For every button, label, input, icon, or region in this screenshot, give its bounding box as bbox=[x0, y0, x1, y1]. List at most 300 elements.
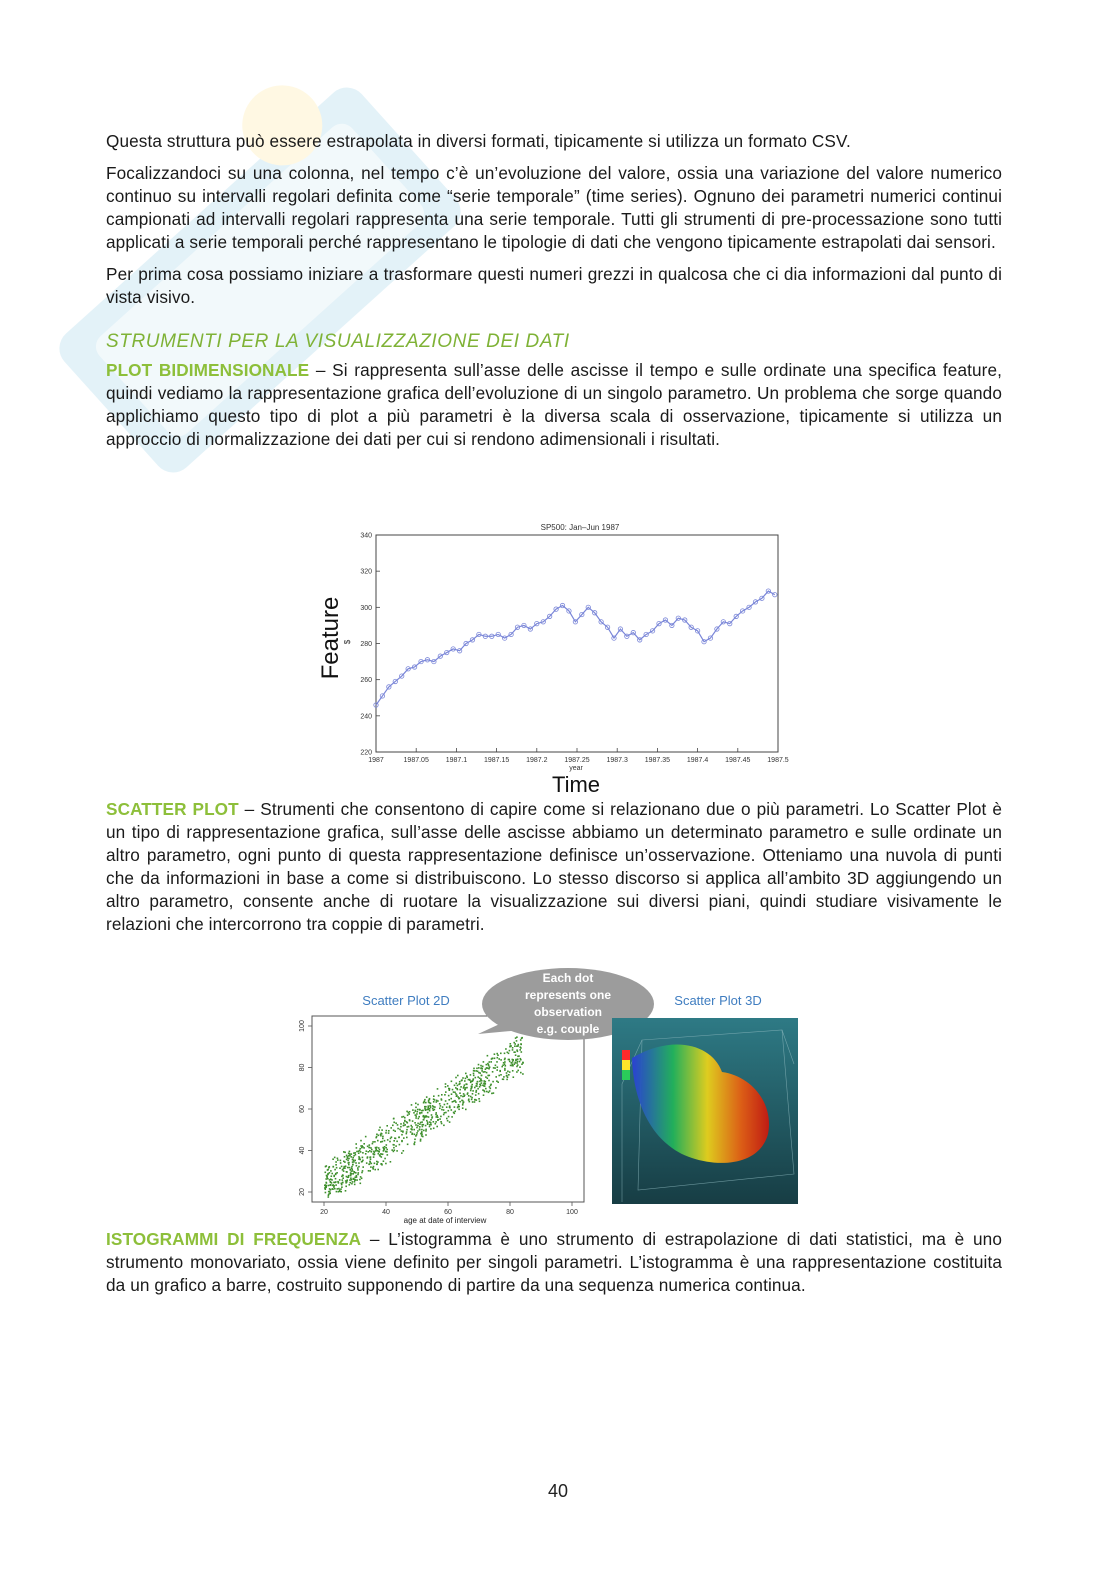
scatter-dot bbox=[348, 1158, 350, 1160]
y-tick-label: 340 bbox=[360, 532, 372, 540]
scatter-dot bbox=[363, 1143, 365, 1145]
scatter-dot bbox=[421, 1134, 423, 1136]
scatter-dot bbox=[446, 1118, 448, 1120]
scatter-dot bbox=[332, 1166, 334, 1168]
scatter-dot bbox=[395, 1122, 397, 1124]
scatter-dot bbox=[474, 1101, 476, 1103]
scatter-dot bbox=[496, 1061, 498, 1063]
scatter-dot bbox=[441, 1094, 443, 1096]
plot2d-text: – Si rappresenta sull’asse delle ascisse il tempo e sulle ordinate una specifica feature, quindi vediamo la rappresentazione grafica dell’evoluzione di un singolo parametro. Un problema che sorge quando applichiamo questo tipo di plot a più parametri è la diversa scala di osservazione, tipicamente si utilizza un approccio di normalizzazione dei dati per cui si rendono adimensionali i risultati. bbox=[106, 360, 1002, 449]
histogram-keyword: ISTOGRAMMI DI FREQUENZA bbox=[106, 1229, 362, 1249]
scatter-dot bbox=[382, 1136, 384, 1138]
scatter-dot bbox=[417, 1123, 419, 1125]
scatter-dot bbox=[459, 1089, 461, 1091]
scatter-dot bbox=[447, 1103, 449, 1105]
scatter-dot bbox=[335, 1164, 337, 1166]
scatter-dot bbox=[509, 1050, 511, 1052]
scatter-dot bbox=[495, 1065, 497, 1067]
scatter-dot bbox=[459, 1081, 461, 1083]
scatter-dot bbox=[339, 1167, 341, 1169]
scatter-dot bbox=[357, 1167, 359, 1169]
scatter-dot bbox=[414, 1139, 416, 1141]
scatter-dot bbox=[509, 1071, 511, 1073]
scatter-dot bbox=[415, 1114, 417, 1116]
x-axis-label: Time bbox=[551, 772, 601, 797]
scatter-dot bbox=[468, 1095, 470, 1097]
scatter-dot bbox=[351, 1156, 353, 1158]
scatter-dot bbox=[433, 1106, 435, 1108]
scatter-dot bbox=[327, 1178, 329, 1180]
scatter-dot bbox=[455, 1101, 457, 1103]
scatter-dot bbox=[379, 1149, 381, 1151]
scatter-dot bbox=[496, 1053, 498, 1055]
scatter-3d-title: Scatter Plot 3D bbox=[674, 993, 762, 1008]
scatter-dot bbox=[384, 1158, 386, 1160]
x-tick-label: 1987.5 bbox=[767, 757, 789, 764]
scatter-dot bbox=[410, 1125, 412, 1127]
scatter-dot bbox=[411, 1126, 413, 1128]
scatter-dot bbox=[419, 1109, 421, 1111]
scatter-dot bbox=[433, 1095, 435, 1097]
scatter-dot bbox=[395, 1145, 397, 1147]
scatter-dot bbox=[338, 1188, 340, 1190]
scatter-dot bbox=[343, 1166, 345, 1168]
scatter-dot bbox=[359, 1148, 361, 1150]
scatter-dot bbox=[489, 1061, 491, 1063]
scatter-dot bbox=[374, 1163, 376, 1165]
scatter-dot bbox=[434, 1099, 436, 1101]
scatter-dot bbox=[437, 1088, 439, 1090]
scatter-dot bbox=[479, 1072, 481, 1074]
scatter-dot bbox=[429, 1126, 431, 1128]
scatter-dot bbox=[363, 1147, 365, 1149]
scatter-dot bbox=[342, 1179, 344, 1181]
scatter-dot bbox=[417, 1125, 419, 1127]
scatter-dot bbox=[401, 1130, 403, 1132]
scatter-dot bbox=[374, 1169, 376, 1171]
scatter-dot bbox=[400, 1126, 402, 1128]
x-axis-year-label: year bbox=[569, 765, 583, 772]
scatter-dot bbox=[486, 1072, 488, 1074]
scatter-dot bbox=[349, 1167, 351, 1169]
scatter-dot bbox=[370, 1147, 372, 1149]
scatter-dot bbox=[420, 1139, 422, 1141]
scatter-dot bbox=[341, 1176, 343, 1178]
scatter-dot bbox=[494, 1067, 496, 1069]
scatter-dot bbox=[504, 1053, 506, 1055]
scatter-dot bbox=[419, 1126, 421, 1128]
scatter-dot bbox=[455, 1077, 457, 1079]
scatter-dot bbox=[386, 1144, 388, 1146]
scatter-dot bbox=[372, 1143, 374, 1145]
scatter-dot bbox=[340, 1162, 342, 1164]
scatter-dot bbox=[518, 1044, 520, 1046]
scatter-dot bbox=[433, 1128, 435, 1130]
scatter-2d-y-ticks bbox=[299, 1020, 312, 1196]
scatter-2d-x-ticks bbox=[320, 1202, 578, 1216]
scatter-dot bbox=[460, 1095, 462, 1097]
scatter-dot bbox=[451, 1093, 453, 1095]
scatter-dot bbox=[387, 1139, 389, 1141]
x-tick-label: 100 bbox=[566, 1209, 578, 1216]
scatter-dot bbox=[454, 1111, 456, 1113]
scatter-dot bbox=[456, 1083, 458, 1085]
scatter-dot bbox=[444, 1094, 446, 1096]
scatter-dot bbox=[394, 1137, 396, 1139]
scatter-dot bbox=[327, 1174, 329, 1176]
scatter-dot bbox=[441, 1123, 443, 1125]
scatter-dot bbox=[362, 1152, 364, 1154]
scatter-dot bbox=[340, 1160, 342, 1162]
scatter-dot bbox=[362, 1157, 364, 1159]
scatter-dot bbox=[376, 1163, 378, 1165]
scatter-dot bbox=[369, 1170, 371, 1172]
histogram-section bbox=[106, 1228, 1002, 1306]
scatter-dot bbox=[442, 1106, 444, 1108]
scatter-dot bbox=[376, 1134, 378, 1136]
scatter-dot bbox=[429, 1124, 431, 1126]
scatter-dot bbox=[330, 1170, 332, 1172]
scatter-dot bbox=[370, 1158, 372, 1160]
scatter-dot bbox=[328, 1185, 330, 1187]
scatter-dot bbox=[478, 1098, 480, 1100]
scatter-dot bbox=[326, 1165, 328, 1167]
scatter-dot bbox=[417, 1130, 419, 1132]
scatter-dot bbox=[492, 1081, 494, 1083]
scatter-dot bbox=[351, 1153, 353, 1155]
scatter-dot bbox=[411, 1133, 413, 1135]
scatter-dot bbox=[474, 1099, 476, 1101]
scatter-dot bbox=[469, 1101, 471, 1103]
scatter-dot bbox=[357, 1169, 359, 1171]
callout-line-1: Each dot bbox=[542, 971, 594, 985]
scatter-dot bbox=[366, 1162, 368, 1164]
scatter-dot bbox=[423, 1130, 425, 1132]
scatter-dot bbox=[406, 1137, 408, 1139]
scatter-dot bbox=[510, 1045, 512, 1047]
scatter-dot bbox=[359, 1179, 361, 1181]
scatter-dot bbox=[447, 1085, 449, 1087]
scatter-dot bbox=[488, 1068, 490, 1070]
scatter-dot bbox=[464, 1084, 466, 1086]
scatter-dot bbox=[331, 1182, 333, 1184]
scatter-dot bbox=[353, 1155, 355, 1157]
scatter-dot bbox=[415, 1107, 417, 1109]
scatter-dot bbox=[497, 1057, 499, 1059]
scatter-dot bbox=[347, 1157, 349, 1159]
scatter-dot bbox=[404, 1117, 406, 1119]
scatter-dot bbox=[382, 1153, 384, 1155]
scatter-dot bbox=[467, 1093, 469, 1095]
y-tick-label: 280 bbox=[360, 641, 372, 648]
scatter-dot bbox=[336, 1172, 338, 1174]
scatter-dot bbox=[333, 1182, 335, 1184]
scatter-dot bbox=[463, 1095, 465, 1097]
scatter-dot bbox=[341, 1183, 343, 1185]
scatter-dot bbox=[462, 1077, 464, 1079]
scatter-dot bbox=[497, 1066, 499, 1068]
scatter-dot bbox=[457, 1075, 459, 1077]
scatter-dot bbox=[438, 1095, 440, 1097]
scatter-dot bbox=[419, 1123, 421, 1125]
scatter-dot bbox=[452, 1089, 454, 1091]
scatter-dot bbox=[381, 1156, 383, 1158]
scatter-dot bbox=[417, 1111, 419, 1113]
scatter-dot bbox=[512, 1049, 514, 1051]
scatter-dot bbox=[334, 1157, 336, 1159]
scatter-dot bbox=[519, 1066, 521, 1068]
scatter-dot bbox=[329, 1166, 331, 1168]
scatter-dot bbox=[338, 1191, 340, 1193]
scatter-dot bbox=[493, 1067, 495, 1069]
scatter-dot bbox=[360, 1183, 362, 1185]
scatter-dot bbox=[398, 1136, 400, 1138]
scatter-dot bbox=[348, 1162, 350, 1164]
scatter-dot bbox=[373, 1151, 375, 1153]
scatter-dot bbox=[521, 1051, 523, 1053]
scatter-dot bbox=[369, 1144, 371, 1146]
scatter-dot bbox=[335, 1161, 337, 1163]
scatter-dot bbox=[400, 1123, 402, 1125]
scatter-dot bbox=[490, 1061, 492, 1063]
scatter-dot bbox=[333, 1175, 335, 1177]
scatter-dot bbox=[445, 1091, 447, 1093]
scatter-dot bbox=[412, 1109, 414, 1111]
scatter-dot bbox=[465, 1087, 467, 1089]
scatter-dot bbox=[464, 1089, 466, 1091]
scatter-dot bbox=[520, 1072, 522, 1074]
scatter-dot bbox=[361, 1178, 363, 1180]
scatter-dot bbox=[486, 1067, 488, 1069]
scatter-dot bbox=[393, 1130, 395, 1132]
scatter-dot bbox=[327, 1169, 329, 1171]
scatter-dot bbox=[347, 1160, 349, 1162]
scatter-dot bbox=[332, 1158, 334, 1160]
x-tick-label: 1987.05 bbox=[403, 757, 429, 764]
x-tick-label: 80 bbox=[506, 1209, 514, 1216]
section-heading: STRUMENTI PER LA VISUALIZZAZIONE DEI DATI bbox=[106, 331, 570, 352]
scatter-dot bbox=[504, 1059, 506, 1061]
scatter-dot bbox=[404, 1120, 406, 1122]
scatter-dot bbox=[462, 1100, 464, 1102]
scatter-dot bbox=[339, 1191, 341, 1193]
scatter-dot bbox=[414, 1141, 416, 1143]
scatter-dot bbox=[454, 1106, 456, 1108]
scatter-dot bbox=[509, 1061, 511, 1063]
scatter-dot bbox=[354, 1160, 356, 1162]
scatter-dot bbox=[433, 1121, 435, 1123]
scatter-dot bbox=[393, 1122, 395, 1124]
scatter-dot bbox=[447, 1120, 449, 1122]
scatter-dot bbox=[435, 1121, 437, 1123]
scatter-dot bbox=[423, 1115, 425, 1117]
scatter-dot bbox=[351, 1183, 353, 1185]
scatter-dot bbox=[369, 1150, 371, 1152]
scatter-dot bbox=[474, 1087, 476, 1089]
scatter-dot bbox=[335, 1184, 337, 1186]
scatter-dot bbox=[384, 1146, 386, 1148]
scatter-dot bbox=[445, 1100, 447, 1102]
x-tick-label: 1987.1 bbox=[445, 757, 468, 764]
scatter-dot bbox=[506, 1075, 508, 1077]
scatter-dot bbox=[410, 1131, 412, 1133]
scatter-dot bbox=[497, 1054, 499, 1056]
scatter-dot bbox=[355, 1172, 357, 1174]
scatter-dot bbox=[388, 1130, 390, 1132]
scatter-dot bbox=[393, 1147, 395, 1149]
scatter-dot bbox=[383, 1149, 385, 1151]
scatter-dot bbox=[421, 1135, 423, 1137]
scatter-dot bbox=[371, 1149, 373, 1151]
scatter-dot bbox=[386, 1149, 388, 1151]
scatter-dot bbox=[498, 1075, 500, 1077]
scatter-dot bbox=[475, 1091, 477, 1093]
scatter-dot bbox=[503, 1079, 505, 1081]
scatter-dot bbox=[515, 1054, 517, 1056]
scatter-dot bbox=[448, 1099, 450, 1101]
scatter-dot bbox=[349, 1151, 351, 1153]
scatter-dot bbox=[487, 1077, 489, 1079]
scatter-dot bbox=[485, 1088, 487, 1090]
scatter-dot bbox=[356, 1175, 358, 1177]
scatter-dot bbox=[476, 1068, 478, 1070]
scatter-dot bbox=[350, 1174, 352, 1176]
scatter-dot bbox=[344, 1167, 346, 1169]
scatter-dot bbox=[393, 1140, 395, 1142]
scatter-dot bbox=[381, 1129, 383, 1131]
scatter-dot bbox=[418, 1116, 420, 1118]
scatter-dot bbox=[425, 1125, 427, 1127]
scatter-dot bbox=[329, 1191, 331, 1193]
scatter-dot bbox=[417, 1109, 419, 1111]
scatter-dot bbox=[517, 1056, 519, 1058]
scatter-dot bbox=[437, 1117, 439, 1119]
scatter-dot bbox=[371, 1151, 373, 1153]
scatter-dot bbox=[382, 1138, 384, 1140]
scatter-dot bbox=[394, 1130, 396, 1132]
scatter-dot bbox=[354, 1181, 356, 1183]
scatter-2d-x-label: age at date of interview bbox=[403, 1216, 487, 1225]
scatter-dot bbox=[457, 1085, 459, 1087]
scatter-dot bbox=[349, 1184, 351, 1186]
scatter-dot bbox=[349, 1182, 351, 1184]
scatter-dot bbox=[377, 1150, 379, 1152]
scatter-dot bbox=[512, 1070, 514, 1072]
scatter-dot bbox=[511, 1062, 513, 1064]
scatter-dot bbox=[486, 1091, 488, 1093]
scatter-keyword: SCATTER PLOT bbox=[106, 799, 239, 819]
scatter-dot bbox=[440, 1105, 442, 1107]
callout-line-4: e.g. couple bbox=[536, 1022, 600, 1036]
scatter-dot bbox=[469, 1079, 471, 1081]
scatter-dot bbox=[428, 1100, 430, 1102]
scatter-dot bbox=[449, 1106, 451, 1108]
scatter-dot bbox=[361, 1145, 363, 1147]
scatter-dot bbox=[414, 1122, 416, 1124]
scatter-dot bbox=[444, 1104, 446, 1106]
scatter-dot bbox=[430, 1122, 432, 1124]
scatter-dot bbox=[506, 1079, 508, 1081]
scatter-dot bbox=[334, 1188, 336, 1190]
scatter-dot bbox=[421, 1112, 423, 1114]
scatter-dot bbox=[516, 1062, 518, 1064]
scatter-dot bbox=[370, 1166, 372, 1168]
scatter-dot bbox=[354, 1171, 356, 1173]
scatter-dot bbox=[462, 1104, 464, 1106]
scatter-dot bbox=[358, 1166, 360, 1168]
scatter-dot bbox=[443, 1125, 445, 1127]
figure-time-series bbox=[316, 518, 800, 798]
scatter-dot bbox=[437, 1119, 439, 1121]
callout-line-2: represents one bbox=[524, 988, 612, 1002]
scatter-dot bbox=[508, 1053, 510, 1055]
scatter-dot bbox=[508, 1074, 510, 1076]
scatter-dot bbox=[479, 1086, 481, 1088]
scatter-dot bbox=[427, 1112, 429, 1114]
scatter-dot bbox=[335, 1178, 337, 1180]
scatter-dot bbox=[439, 1103, 441, 1105]
x-tick-label: 40 bbox=[382, 1209, 390, 1216]
scatter-dot bbox=[488, 1092, 490, 1094]
scatter-dot bbox=[483, 1090, 485, 1092]
scatter-dot bbox=[353, 1159, 355, 1161]
scatter-dot bbox=[423, 1119, 425, 1121]
scatter-dot bbox=[354, 1184, 356, 1186]
scatter-dot bbox=[454, 1085, 456, 1087]
scatter-dot bbox=[392, 1125, 394, 1127]
scatter-dot bbox=[406, 1111, 408, 1113]
scatter-dot bbox=[365, 1153, 367, 1155]
scatter-dot bbox=[424, 1106, 426, 1108]
scatter-dot bbox=[420, 1140, 422, 1142]
scatter-dot bbox=[403, 1137, 405, 1139]
scatter-dot bbox=[520, 1039, 522, 1041]
scatter-dot bbox=[325, 1192, 327, 1194]
scatter-dot bbox=[493, 1092, 495, 1094]
scatter-dot bbox=[377, 1140, 379, 1142]
scatter-dot bbox=[460, 1086, 462, 1088]
scatter-dot bbox=[436, 1100, 438, 1102]
scatter-dot bbox=[500, 1053, 502, 1055]
scatter-dot bbox=[377, 1169, 379, 1171]
scatter-dot bbox=[429, 1108, 431, 1110]
scatter-dot bbox=[355, 1179, 357, 1181]
scatter-dot bbox=[492, 1058, 494, 1060]
scatter-dot bbox=[396, 1150, 398, 1152]
scatter-dot bbox=[423, 1102, 425, 1104]
scatter-dot bbox=[449, 1089, 451, 1091]
scatter-dot bbox=[461, 1080, 463, 1082]
intro-paragraph-3: Per prima cosa possiamo iniziare a trasformare questi numeri grezzi in qualcosa che ci dia informazioni dal punto di vista visivo. bbox=[106, 264, 1002, 307]
scatter-dot bbox=[355, 1162, 357, 1164]
scatter-dot bbox=[515, 1037, 517, 1039]
scatter-dot bbox=[428, 1105, 430, 1107]
scatter-dot bbox=[443, 1114, 445, 1116]
x-tick-label: 1987.35 bbox=[644, 757, 671, 764]
scatter-dot bbox=[494, 1053, 496, 1055]
scatter-dot bbox=[514, 1045, 516, 1047]
scatter-dot bbox=[369, 1163, 371, 1165]
scatter-dot bbox=[362, 1166, 364, 1168]
scatter-dot bbox=[393, 1151, 395, 1153]
scatter-dot bbox=[378, 1135, 380, 1137]
scatter-dot bbox=[352, 1161, 354, 1163]
scatter-dot bbox=[487, 1063, 489, 1065]
scatter-dot bbox=[484, 1071, 486, 1073]
scatter-dot bbox=[351, 1173, 353, 1175]
scatter-dot bbox=[421, 1124, 423, 1126]
scatter-dot bbox=[427, 1123, 429, 1125]
